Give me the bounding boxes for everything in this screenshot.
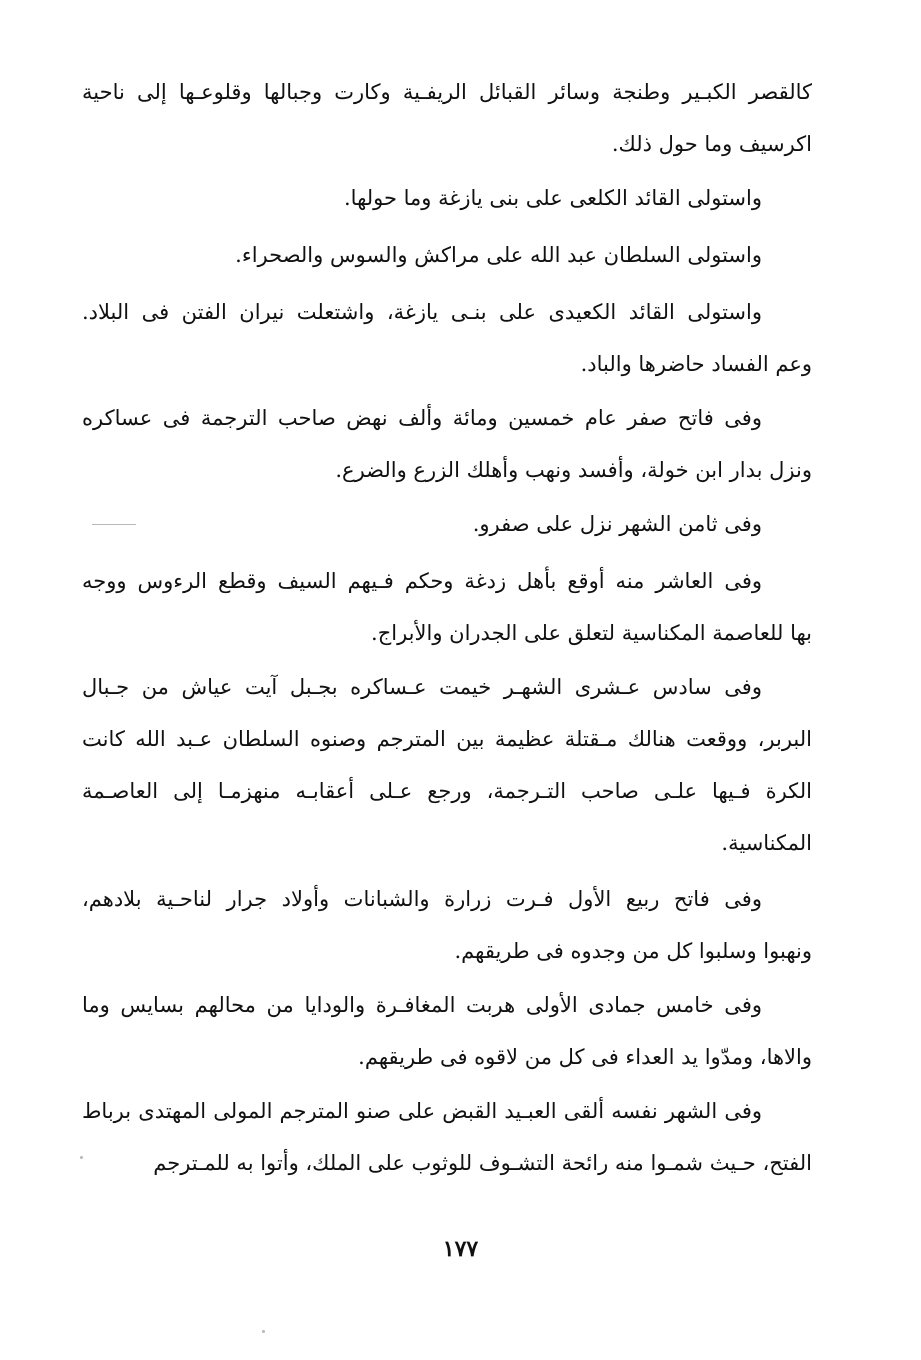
scan-dot-mark [262,1330,265,1333]
text-line: واستولى السلطان عبد الله على مراكش والسوس والصحراء. [235,243,762,267]
text-line: وفى العاشر منه أوقع بأهل زدغة وحكم فـيهم السيف وقطع الرءوس ووجه [82,569,762,593]
text-line: الكرة فـيها علـى صاحب التـرجمة، ورجع عـلى أعقابـه منهزمـا إلى العاصـمة [82,779,812,803]
text-line: واستولى القائد الكلعى على بنى يازغة وما حولها. [344,186,762,210]
text-line: وفى فاتح ربيع الأول فـرت زرارة والشبانات وأولاد جرار لناحـية بلادهم، [82,887,762,911]
text-line: بها للعاصمة المكناسية لتعلق على الجدران والأبراج. [371,621,812,645]
text-line: واستولى القائد الكعيدى على بنـى يازغة، واشتعلت نيران الفتن فى البلاد. [82,300,762,324]
scan-dash-mark [92,524,136,525]
text-line: الفتح، حـيث شمـوا منه رائحة التشـوف للوثوب على الملك، وأتوا به للمـترجم [153,1151,812,1175]
text-line: كالقصر الكبـير وطنجة وسائر القبائل الريفـية وكارت وجبالها وقلوعـها إلى ناحية [82,80,812,104]
text-line: البربر، ووقعت هنالك مـقتلة عظيمة بين المترجم وصنوه السلطان عـبد الله كانت [82,727,812,751]
text-line: وفى سادس عـشرى الشهـر خيمت عـساكره بجـبل آيت عياش من جـبال [82,675,762,699]
text-line: والاها، ومدّوا يد العداء فى كل من لاقوه فى طريقهم. [358,1045,812,1069]
text-line: وفى ثامن الشهر نزل على صفرو. [472,512,762,536]
text-line: ونهبوا وسلبوا كل من وجدوه فى طريقهم. [454,939,812,963]
text-line: وفى الشهر نفسه ألقى العبـيد القبض على صنو المترجم المولى المهتدى برباط [82,1099,763,1123]
text-line: المكناسية. [721,831,812,855]
text-line: اكرسيف وما حول ذلك. [611,132,812,156]
scan-dot-mark [80,1156,83,1159]
text-line: ونزل بدار ابن خولة، وأفسد ونهب وأهلك الزرع والضرع. [335,458,812,482]
text-line: وفى خامس جمادى الأولى هربت المغافـرة والودايا من محالهم بسايس وما [82,993,762,1017]
text-line: وفى فاتح صفر عام خمسين ومائة وألف نهض صاحب الترجمة فى عساكره [82,406,762,430]
page-number: ١٧٧ [442,1236,479,1262]
text-line: وعم الفساد حاضرها والباد. [580,352,812,376]
